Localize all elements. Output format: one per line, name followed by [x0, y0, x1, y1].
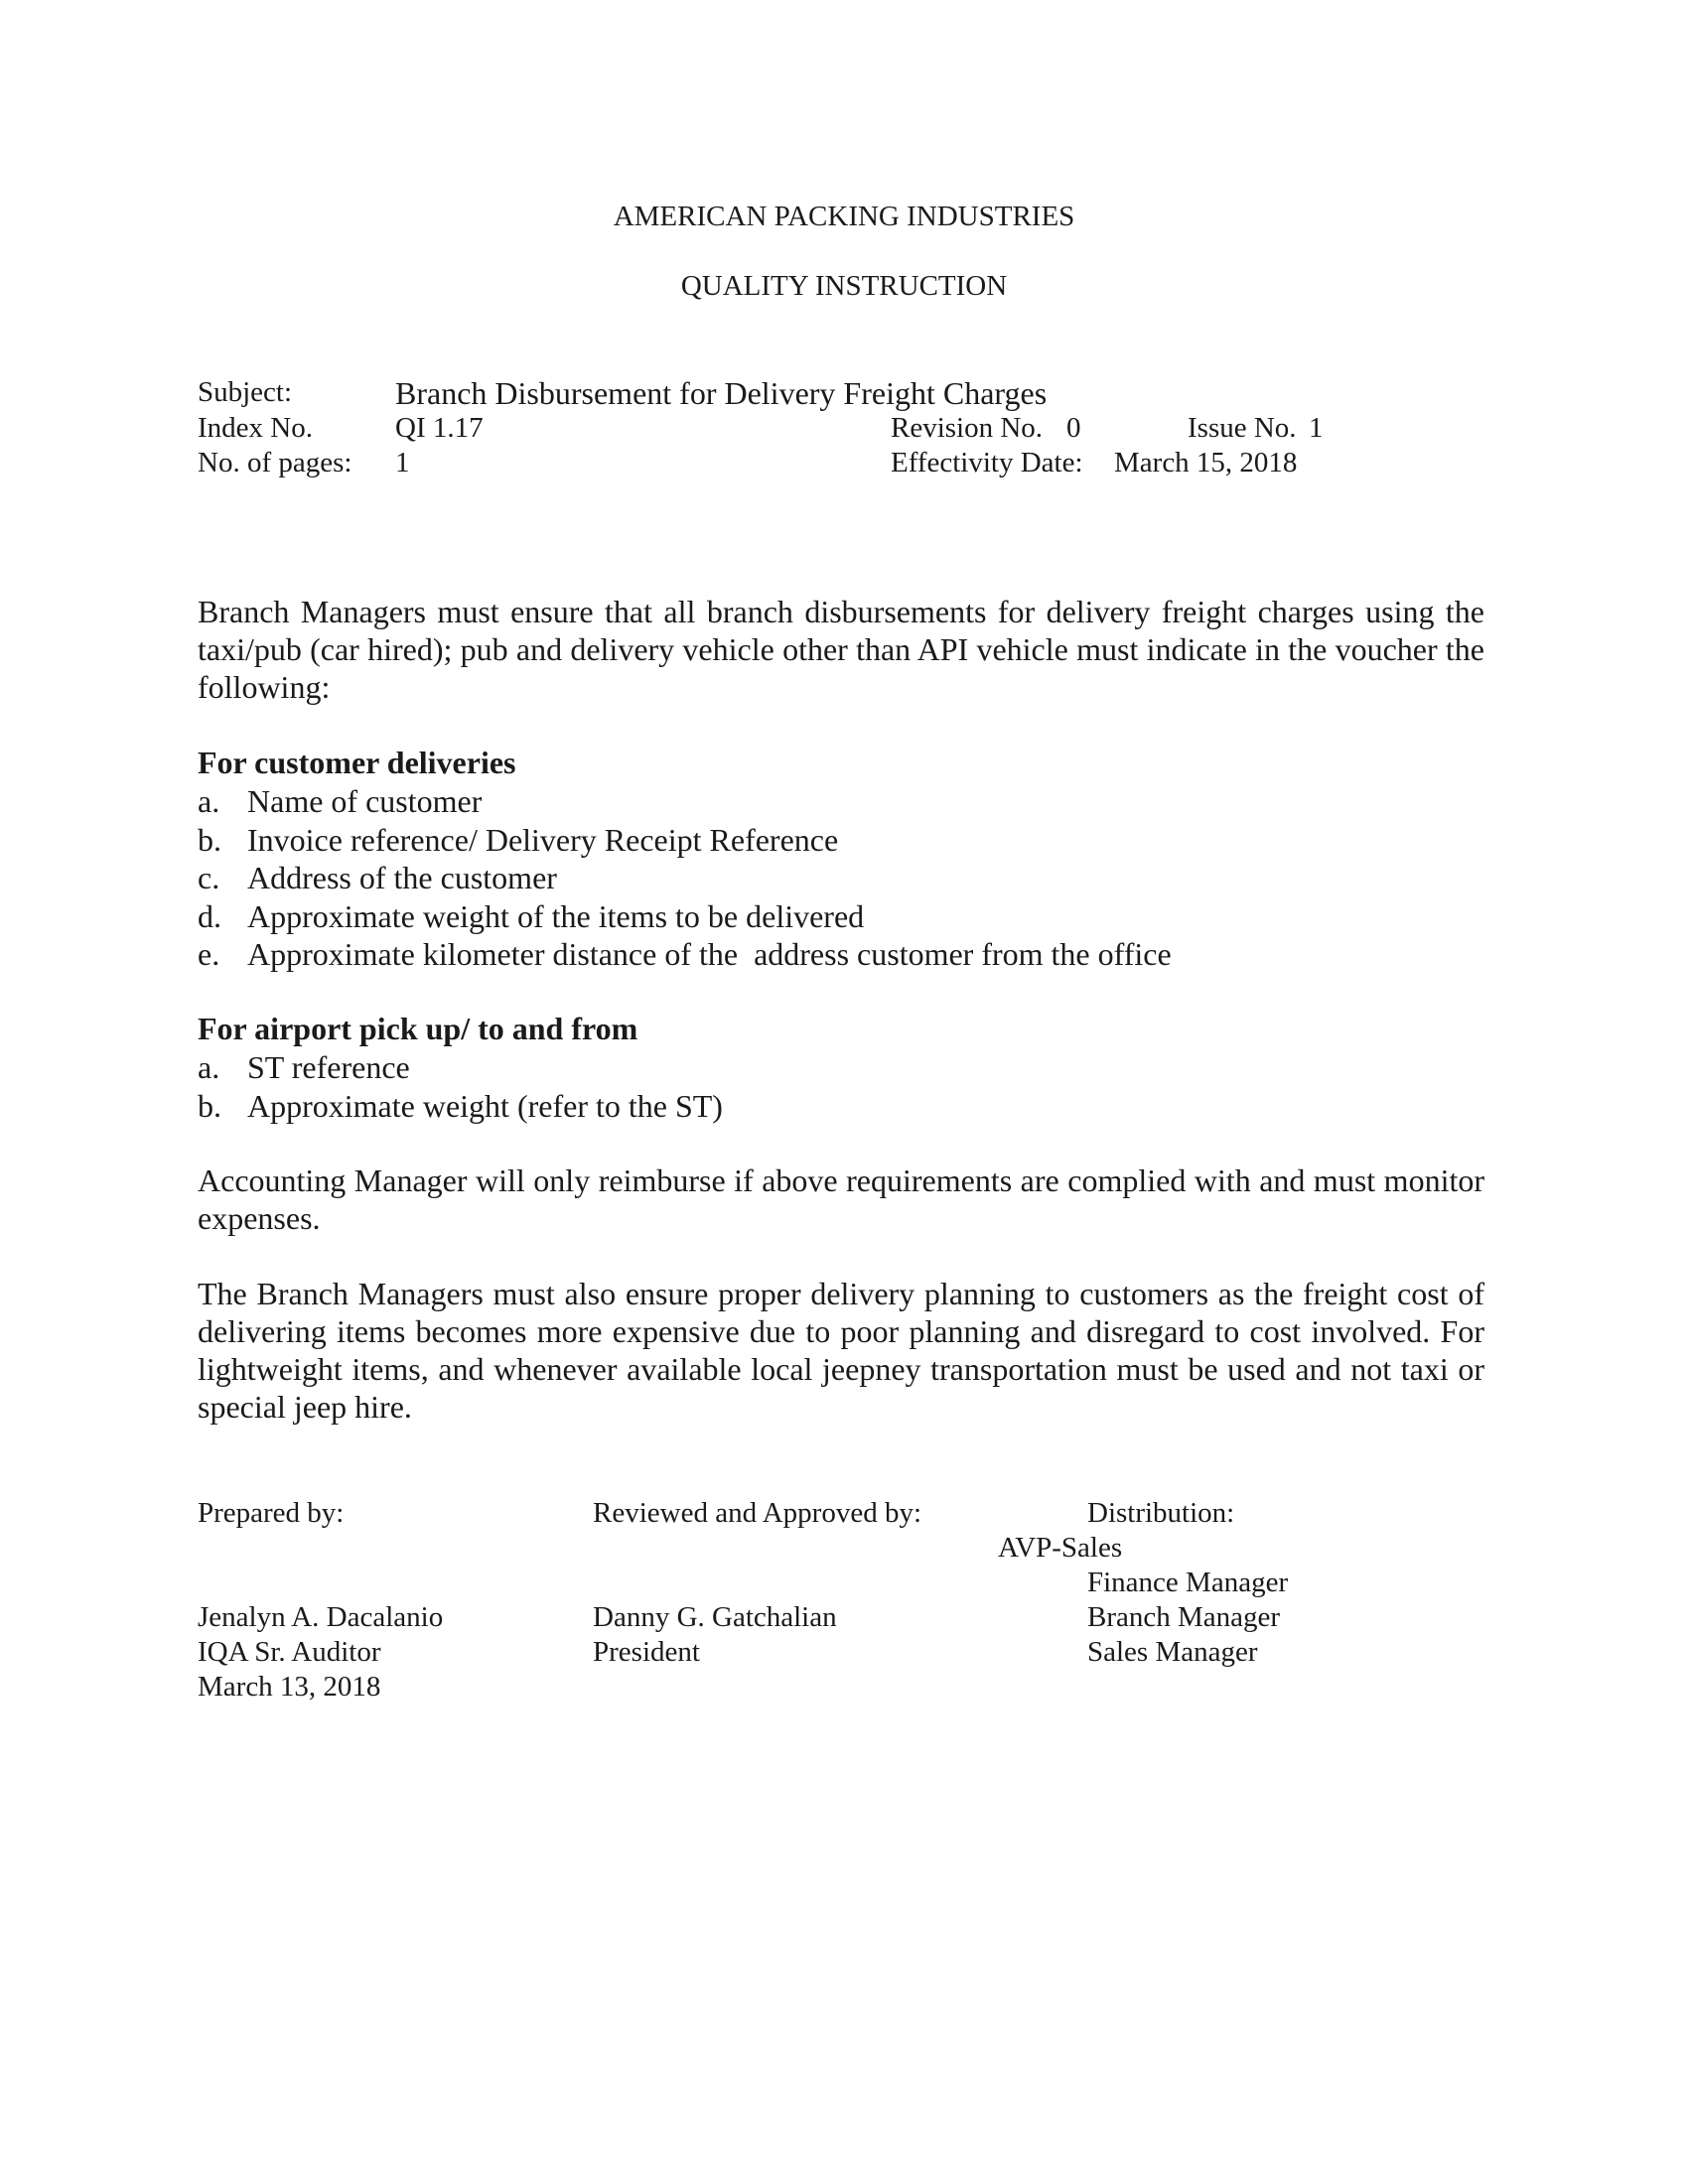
pages-value: 1 — [395, 447, 410, 478]
preparer-name: Jenalyn A. Dacalanio — [198, 1601, 444, 1633]
list-item: b. Invoice reference/ Delivery Receipt Reference — [198, 821, 839, 858]
distribution-item: AVP-Sales — [998, 1532, 1123, 1564]
distribution-label: Distribution: — [1087, 1497, 1235, 1529]
prepared-by-label: Prepared by: — [198, 1497, 345, 1529]
list-item: d. Approximate weight of the items to be delivered — [198, 897, 865, 934]
document-type: QUALITY INSTRUCTION — [680, 270, 1008, 302]
issue-label: Issue No. — [1188, 412, 1297, 444]
preparer-title: IQA Sr. Auditor — [198, 1636, 381, 1668]
list-item: e. Approximate kilometer distance of the address customer from the office — [198, 936, 1172, 972]
preparer-date: March 13, 2018 — [198, 1671, 381, 1703]
intro-paragraph: Branch Managers must ensure that all branch disbursements for delivery freight charges using the taxi/pub (car hired); pub and delivery vehicle other than API vehicle must indicate in the voucher the following: — [198, 594, 1484, 705]
distribution-item: Sales Manager — [1087, 1636, 1258, 1668]
list-item: b. Approximate weight (refer to the ST) — [198, 1087, 723, 1124]
issue-value: 1 — [1309, 412, 1324, 444]
index-label: Index No. — [198, 412, 313, 444]
revision-value: 0 — [1066, 412, 1081, 444]
company-name: AMERICAN PACKING INDUSTRIES — [613, 201, 1075, 232]
distribution-item: Branch Manager — [1087, 1601, 1281, 1633]
list-item: c. Address of the customer — [198, 860, 557, 895]
airport-list — [198, 1048, 723, 1125]
airport-heading: For airport pick up/ to and from — [198, 1011, 638, 1046]
index-value: QI 1.17 — [395, 412, 484, 444]
subject-value: Branch Disbursement for Delivery Freight Charges — [395, 375, 1048, 411]
list-item: a. Name of customer — [198, 783, 483, 819]
approved-by-label: Reviewed and Approved by: — [593, 1497, 922, 1529]
effectivity-value: March 15, 2018 — [1114, 447, 1298, 478]
approver-name: Danny G. Gatchalian — [593, 1601, 837, 1633]
list-item: a. ST reference — [198, 1049, 410, 1085]
distribution-item: Finance Manager — [1087, 1567, 1289, 1598]
approver-title: President — [593, 1636, 700, 1668]
effectivity-label: Effectivity Date: — [891, 447, 1083, 478]
customer-deliveries-list — [198, 782, 1172, 974]
revision-label: Revision No. — [891, 412, 1044, 444]
accounting-paragraph: Accounting Manager will only reimburse if above requirements are complied with and must monitor expenses. — [198, 1162, 1484, 1236]
planning-paragraph: The Branch Managers must also ensure proper delivery planning to customers as the freight cost of delivering items becomes more expensive due to poor planning and disregard to cost involved. For lightweight items, and whenever available local jeepney transportation must be used and not taxi or special jeep hire. — [198, 1276, 1484, 1425]
subject-label: Subject: — [198, 376, 293, 408]
pages-label: No. of pages: — [198, 447, 352, 478]
customer-deliveries-heading: For customer deliveries — [198, 745, 516, 780]
